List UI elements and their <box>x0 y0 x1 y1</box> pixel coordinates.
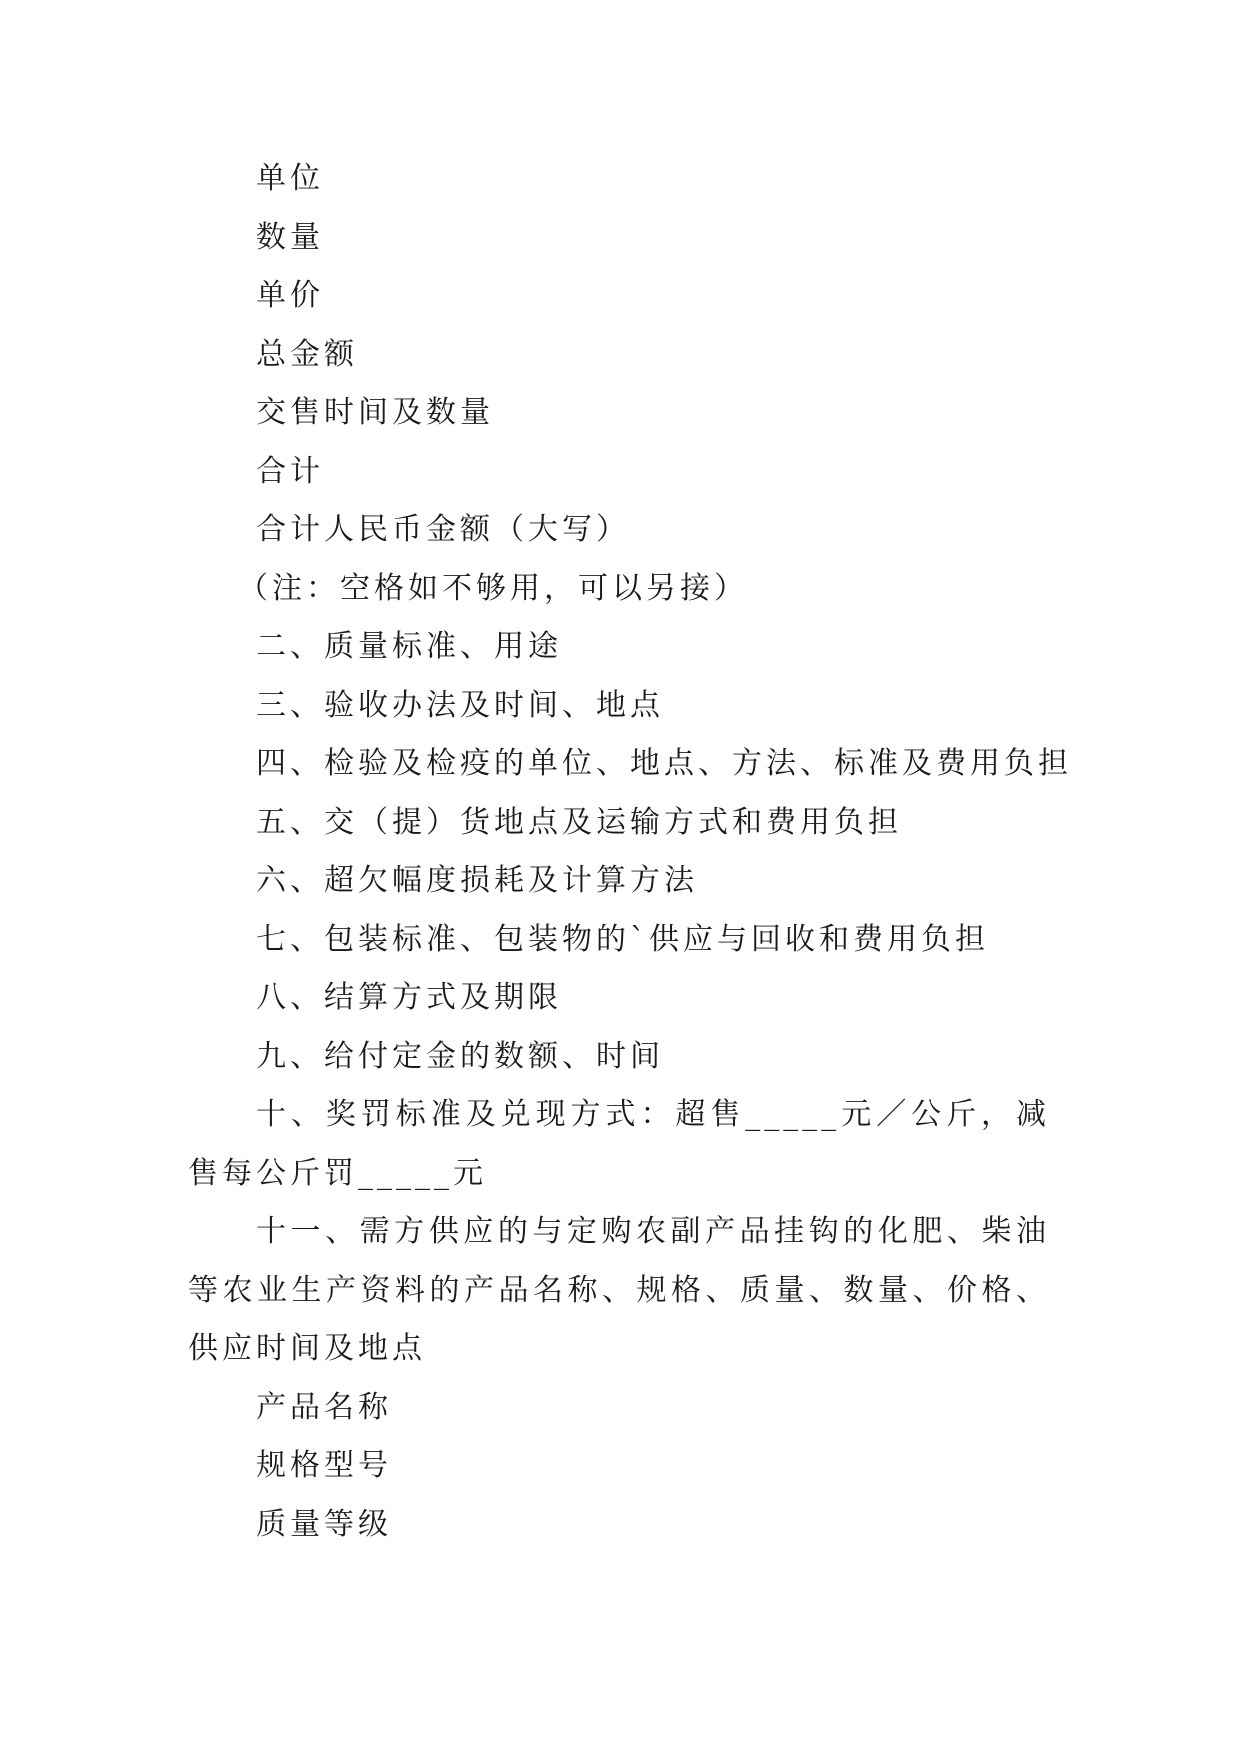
clause-4-heading: 四、检验及检疫的单位、地点、方法、标准及费用负担 <box>256 746 1072 781</box>
clause-8-heading: 八、结算方式及期限 <box>256 980 562 1015</box>
field-unit-price: 单价 <box>256 278 324 313</box>
field-quantity: 数量 <box>256 219 324 255</box>
clause-9-heading: 九、给付定金的数额、时间 <box>256 1038 664 1074</box>
field-product-name: 产品名称 <box>256 1389 392 1425</box>
field-total-rmb-capital: 合计人民币金额（大写） <box>256 512 630 547</box>
field-quality-grade: 质量等级 <box>256 1506 392 1542</box>
clause-10-paragraph: 十、奖罚标准及兑现方式：超售_____元／公斤，减售每公斤罚_____元 <box>188 1097 1050 1191</box>
clause-5-heading: 五、交（提）货地点及运输方式和费用负担 <box>256 804 902 840</box>
field-total: 合计 <box>256 453 324 489</box>
field-spec-model: 规格型号 <box>256 1448 392 1483</box>
field-delivery-time-quantity: 交售时间及数量 <box>256 395 494 430</box>
clause-3-heading: 三、验收办法及时间、地点 <box>256 687 664 723</box>
field-unit: 单位 <box>256 161 324 196</box>
field-total-amount: 总金额 <box>256 336 358 372</box>
clause-2-heading: 二、质量标准、用途 <box>256 629 562 664</box>
note-extra-space: （注：空格如不够用，可以另接） <box>238 570 748 606</box>
clause-11-paragraph: 十一、需方供应的与定购农副产品挂钩的化肥、柴油等农业生产资料的产品名称、规格、质量、数量、价格、供应时间及地点 <box>188 1214 1050 1366</box>
clause-7-heading: 七、包装标准、包装物的`供应与回收和费用负担 <box>256 921 989 957</box>
clause-6-heading: 六、超欠幅度损耗及计算方法 <box>256 863 698 898</box>
document-body <box>188 150 1072 1554</box>
